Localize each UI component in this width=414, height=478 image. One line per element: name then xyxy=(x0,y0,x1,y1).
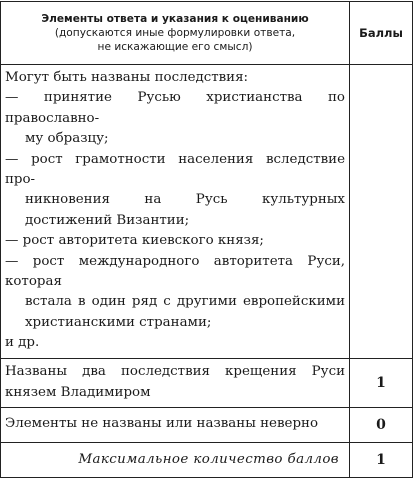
header-note-line-2: не искажающие его смысл) xyxy=(97,41,253,53)
answer-intro: Могут быть названы последствия: xyxy=(5,70,249,85)
answer-item-1-cont: му образцу; xyxy=(25,131,109,147)
answer-item-4-cont: встала в один ряд с другими европейскими христианскими странами; xyxy=(25,294,345,330)
answer-item-2 xyxy=(5,150,345,232)
grading-table xyxy=(0,1,413,478)
answer-item-4 xyxy=(5,252,345,334)
max-score-label: Максимальное количество баллов xyxy=(1,442,350,477)
answer-end: и др. xyxy=(5,335,40,351)
criterion-1-score: 1 xyxy=(350,358,413,407)
answer-row xyxy=(1,65,413,359)
header-score-cell: Баллы xyxy=(350,2,413,65)
answer-item-4-line: — рост международного авторитета Руси, которая xyxy=(5,253,345,290)
criterion-1-text: Названы два последствия крещения Руси князем Владимиром xyxy=(1,358,350,407)
max-row xyxy=(1,442,413,477)
answer-item-2-cont: никновения на Русь культурных достижений Византии; xyxy=(25,192,345,228)
answer-item-2-line: — рост грамотности населения вследствие про- xyxy=(5,151,345,188)
max-score-value: 1 xyxy=(350,442,413,477)
criterion-2-text: Элементы не названы или названы неверно xyxy=(1,407,350,442)
answer-score-cell xyxy=(350,65,413,359)
header-note-line-1: (допускаются иные формулировки ответа, xyxy=(54,27,296,39)
answer-item-3 xyxy=(5,231,345,251)
criterion-2-score: 0 xyxy=(350,407,413,442)
criterion-row-1 xyxy=(1,358,413,407)
answer-item-1 xyxy=(5,88,345,149)
criterion-row-2 xyxy=(1,407,413,442)
header-main-cell xyxy=(1,2,350,65)
answer-item-3-line: — рост авторитета киевского князя; xyxy=(5,233,264,249)
answer-cell xyxy=(1,65,350,359)
answer-item-1-line: — принятие Русью христианства по православно- xyxy=(5,90,345,126)
header-title: Элементы ответа и указания к оцениванию xyxy=(41,13,309,25)
header-row xyxy=(1,2,413,65)
